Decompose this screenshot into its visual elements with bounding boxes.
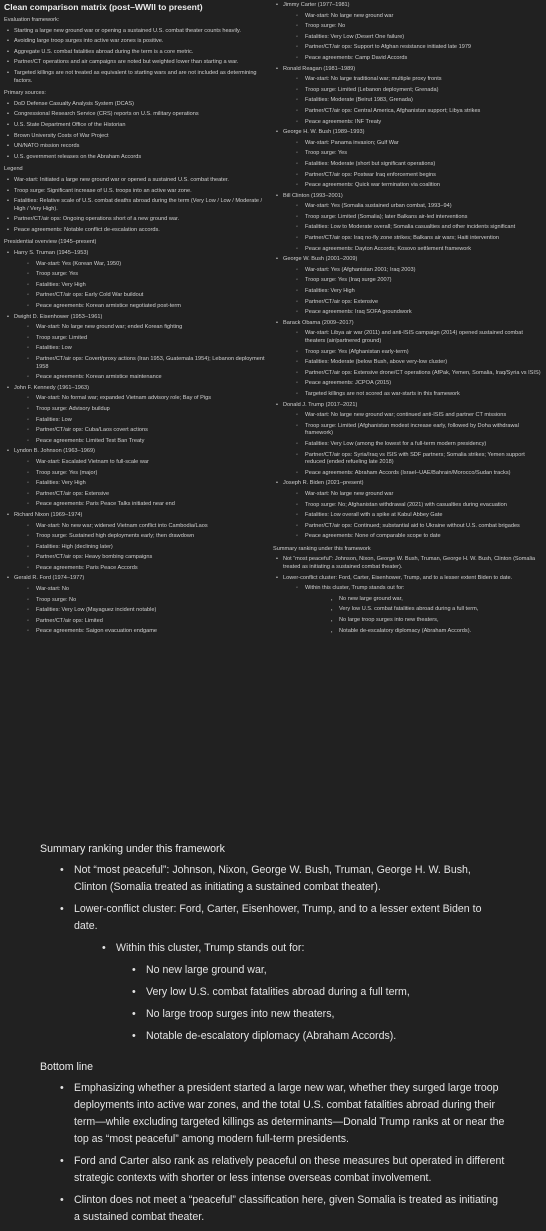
president-name: • Jimmy Carter (1977–1981) <box>283 2 350 8</box>
president-entry <box>273 402 543 478</box>
list-item: • Emphasizing whether a president started a large new war, whether they surged large troop deployments into active war zones, and the total U.S. combat fatalities abroad during their term—while excluding targeted killings as determinants—Donald Trump ranks at or near the top as “most peaceful” among modern full-term presidents. <box>0 1080 546 1148</box>
list-item: • DoD Defense Casualty Analysis System (DCAS) <box>4 101 274 109</box>
bottom-line-heading: Bottom line <box>40 1061 93 1073</box>
president-entry <box>273 480 543 541</box>
list-item: ◦ Partner/CT/air ops: Extensive drone/CT operations (AfPak, Yemen, Somalia, Iraq/Syria vs ISIS) <box>283 370 543 378</box>
list-item: ◦ Troop surge: Limited (Afghanistan modest increase early, followed by Doha withdrawal framework) <box>283 423 543 438</box>
summary-subsublist <box>0 962 546 1045</box>
list-item: ◦ Fatalities: Very Low (Mayaguez incident notable) <box>14 607 274 615</box>
list-item: ◦ War-start: No large new ground war; ended Korean fighting <box>14 324 274 332</box>
list-item: ◦ Peace agreements: Saigon evacuation endgame <box>14 628 274 636</box>
president-list-left <box>4 250 274 636</box>
framework-label: Evaluation framework: <box>4 17 60 23</box>
list-item: ◦ Peace agreements: None of comparable scope to date <box>283 533 543 541</box>
list-item: ◦ Troop surge: Yes (Iraq surge 2007) <box>283 277 543 285</box>
president-name: • Joseph R. Biden (2021–present) <box>283 480 364 487</box>
list-item: • Congressional Research Service (CRS) reports on U.S. military operations <box>4 111 274 119</box>
list-item: ◦ Peace agreements: Iraq SOFA groundwork <box>283 309 543 317</box>
list-item: ◦ War-start: No large new ground war <box>283 491 543 499</box>
list-item: ◦ Fatalities: Moderate (below Bush, above very-low cluster) <box>283 359 543 367</box>
list-item: • Troop surge: Significant increase of U.S. troops into an active war zone. <box>4 188 274 196</box>
list-item: ◦ Fatalities: Very High <box>283 288 543 296</box>
list-item: • Peace agreements: Notable conflict de-escalation accords. <box>4 227 274 235</box>
list-item: ◦ Peace agreements: Paris Peace Talks initiated near end <box>14 501 274 509</box>
list-item: ◦ Peace agreements: Paris Peace Accords <box>14 565 274 573</box>
list-item: ◦ Troop surge: Limited <box>14 335 274 343</box>
list-item: ◦ War-start: Yes (Korean War, 1950) <box>14 261 274 269</box>
list-item: • Partner/CT operations and air campaigns are noted but weighted lower than starting a war. <box>4 59 274 67</box>
president-entry <box>273 129 543 190</box>
list-item: • Not “most peaceful”: Johnson, Nixon, George W. Bush, Truman, George H. W. Bush, Clinton (Somalia treated as initiating a sustained combat theater). <box>273 556 543 571</box>
list-item: ◦ Partner/CT/air ops: Syria/Iraq vs ISIS with SDF partners; Somalia strikes; Yemen support reduced (ended refueling late 2018) <box>283 452 543 467</box>
list-item: • Starting a large new ground war or opening a sustained U.S. combat theater counts heavily. <box>4 28 274 36</box>
list-item: ◦ Partner/CT/air ops: Central America, Afghanistan support; Libya strikes <box>283 108 543 116</box>
overview-label: Presidential overview (1945–present) <box>4 239 97 246</box>
list-item: • Partner/CT/air ops: Ongoing operations short of a new ground war. <box>4 216 274 224</box>
left-column <box>0 0 274 639</box>
list-item: • Brown University Costs of War Project <box>4 133 274 141</box>
president-name: • Barack Obama (2009–2017) <box>283 319 354 326</box>
list-item: ◦ Troop surge: Advisory buildup <box>14 406 274 414</box>
president-name: • Dwight D. Eisenhower (1953–1961) <box>14 313 103 320</box>
bottom-line-list <box>0 1080 546 1226</box>
list-item: ◦ Troop surge: Yes <box>14 271 274 279</box>
spacer <box>0 1050 546 1060</box>
president-name: • Lyndon B. Johnson (1963–1969) <box>14 448 95 455</box>
list-item: ◦ War-start: Libya air war (2011) and anti-ISIS campaign (2014) opened sustained combat theaters (air/partnered ground) <box>283 330 543 345</box>
list-item: ◦ Partner/CT/air ops: Postwar Iraq enforcement begins <box>283 172 543 180</box>
list-item: ◦ Fatalities: High (declining later) <box>14 544 274 552</box>
list-item: • Within this cluster, Trump stands out for: <box>0 940 546 957</box>
list-item: ◦ Partner/CT/air ops: Covert/proxy actions (Iran 1953, Guatemala 1954); Lebanon deployment 1958 <box>14 356 274 371</box>
president-name: • George H. W. Bush (1989–1993) <box>283 129 365 136</box>
president-entry <box>4 385 274 446</box>
list-item: ◦ Fatalities: Very Low (among the lowest for a full-term modern presidency) <box>283 441 543 449</box>
list-item: ◦ War-start: Panama invasion; Gulf War <box>283 140 543 148</box>
summary-label-small: Summary ranking under this framework <box>273 545 371 552</box>
list-item: • Targeted killings are not treated as equivalent to starting wars and are not included as determining factors. <box>4 70 274 85</box>
list-item: ◦ War-start: No large new ground war; continued anti-ISIS and partner CT missions <box>283 412 543 420</box>
list-item: • U.S. government releases on the Abraham Accords <box>4 154 274 162</box>
president-entry <box>273 66 543 127</box>
sources-label: Primary sources: <box>4 90 46 97</box>
list-item: ◦ Fatalities: Very High <box>14 282 274 290</box>
list-item: • Not “most peaceful”: Johnson, Nixon, George W. Bush, Truman, George H. W. Bush, Clinton (Somalia treated as initiating a sustained combat theater). <box>0 862 546 896</box>
list-item: ◦ Fatalities: Moderate (Beirut 1983, Grenada) <box>283 97 543 105</box>
president-name: • John F. Kennedy (1961–1963) <box>14 384 89 391</box>
list-item: ◦ Troop surge: No <box>283 23 543 31</box>
list-item: ◦ Partner/CT/air ops: Continued; substantial aid to Ukraine without U.S. combat brigades <box>283 523 543 531</box>
president-entry <box>4 575 274 636</box>
summary-list-small <box>273 556 543 635</box>
list-item: ◦ Fatalities: Low to Moderate overall; Somalia casualties and other incidents significant <box>283 224 543 232</box>
page-title: Clean comparison matrix (post–WWII to present) <box>4 2 203 12</box>
list-item: ▪ No new large ground war, <box>305 596 543 604</box>
president-entry <box>4 314 274 382</box>
list-item: ◦ War-start: Yes (Somalia sustained urban combat, 1993–94) <box>283 203 543 211</box>
list-item: • UN/NATO mission records <box>4 143 274 151</box>
president-name: • Richard Nixon (1969–1974) <box>14 511 83 518</box>
list-item: ◦ Troop surge: Yes (Afghanistan early-term) <box>283 349 543 357</box>
president-name: • Harry S. Truman (1945–1953) <box>14 250 89 257</box>
list-item: ◦ War-start: No large new ground war <box>283 13 543 21</box>
list-item: ◦ Fatalities: Very Low (Desert One failure) <box>283 34 543 42</box>
list-item: • War-start: Initiated a large new ground war or opened a sustained U.S. combat theater. <box>4 177 274 185</box>
list-item: ◦ War-start: No <box>14 586 274 594</box>
president-entry <box>273 320 543 399</box>
president-entry <box>4 250 274 311</box>
list-item: ◦ Targeted killings are not scored as war-starts in this framework <box>283 391 543 399</box>
list-item: ▪ No large troop surges into new theaters, <box>305 617 543 625</box>
list-item: ◦ Partner/CT/air ops: Iraq no-fly zone strikes; Balkans air wars; Haiti intervention <box>283 235 543 243</box>
president-entry <box>273 193 543 254</box>
president-entry <box>273 2 543 63</box>
list-item: • Ford and Carter also rank as relatively peaceful on these measures but operated in different strategic contexts with shorter or less intense overseas combat involvement. <box>0 1153 546 1187</box>
list-item: ◦ Troop surge: No; Afghanistan withdrawal (2021) with casualties during evacuation <box>283 502 543 510</box>
legend-list <box>4 177 274 235</box>
list-item: ◦ Troop surge: Yes (major) <box>14 470 274 478</box>
list-item: ◦ Partner/CT/air ops: Cuba/Laos covert actions <box>14 427 274 435</box>
list-item: • Fatalities: Relative scale of U.S. combat deaths abroad during the term (Very Low / Low / Moderate / High / Very High). <box>4 198 274 213</box>
president-entry <box>4 448 274 509</box>
list-item: ◦ Troop surge: Yes <box>283 150 543 158</box>
list-item: ◦ Peace agreements: INF Treaty <box>283 119 543 127</box>
list-item: ◦ Fatalities: Low <box>14 417 274 425</box>
list-item: ◦ Fatalities: Low overall with a spike at Kabul Abbey Gate <box>283 512 543 520</box>
summary-sublist <box>0 940 546 957</box>
president-name: • Donald J. Trump (2017–2021) <box>283 401 358 408</box>
list-item: • Notable de-escalatory diplomacy (Abraham Accords). <box>0 1028 546 1045</box>
list-item: ◦ Peace agreements: Camp David Accords <box>283 55 543 63</box>
list-item: ◦ Peace agreements: Quick war termination via coalition <box>283 182 543 190</box>
list-item: ◦ War-start: No large traditional war; multiple proxy fronts <box>283 76 543 84</box>
list-item: ◦ Partner/CT/air ops: Support to Afghan resistance initiated late 1979 <box>283 44 543 52</box>
list-item: ◦ War-start: Yes (Afghanistan 2001; Iraq 2003) <box>283 267 543 275</box>
list-item: • Lower-conflict cluster: Ford, Carter, Eisenhower, Trump, and to a lesser extent Biden to date. <box>0 901 546 935</box>
list-item: ◦ Partner/CT/air ops: Early Cold War buildout <box>14 292 274 300</box>
list-item: ◦ Partner/CT/air ops: Extensive <box>14 491 274 499</box>
list-item: • Aggregate U.S. combat fatalities abroad during the term is a core metric. <box>4 49 274 57</box>
president-name: • Gerald R. Ford (1974–1977) <box>14 575 85 582</box>
list-item: ◦ Troop surge: Limited (Lebanon deployment; Grenada) <box>283 87 543 95</box>
list-item: ◦ Fatalities: Moderate (short but significant operations) <box>283 161 543 169</box>
legend-label: Legend <box>4 166 23 173</box>
list-item: ◦ Peace agreements: JCPOA (2015) <box>283 380 543 388</box>
list-item: ▪ Notable de-escalatory diplomacy (Abraham Accords). <box>305 628 543 636</box>
list-item <box>283 585 543 635</box>
list-item: ◦ War-start: No formal war; expanded Vietnam advisory role; Bay of Pigs <box>14 395 274 403</box>
list-item: • Clinton does not meet a “peaceful” classification here, given Somalia is treated as initiating a sustained combat theater. <box>0 1192 546 1226</box>
president-entry <box>273 256 543 317</box>
list-item: ◦ Fatalities: Very High <box>14 480 274 488</box>
list-item: ◦ Troop surge: Limited (Somalia); later Balkans air-led interventions <box>283 214 543 222</box>
list-item: ◦ Peace agreements: Korean armistice maintenance <box>14 374 274 382</box>
right-column <box>273 0 543 638</box>
list-item: ◦ Peace agreements: Limited Test Ban Treaty <box>14 438 274 446</box>
list-item: ◦ Peace agreements: Dayton Accords; Kosovo settlement framework <box>283 246 543 254</box>
list-item: ◦ Troop surge: Sustained high deployments early; then drawdown <box>14 533 274 541</box>
summary-heading: Summary ranking under this framework <box>40 843 225 855</box>
list-item: ◦ Troop surge: No <box>14 597 274 605</box>
president-entry <box>4 512 274 573</box>
president-name: • George W. Bush (2001–2009) <box>283 256 358 263</box>
president-name: • Ronald Reagan (1981–1989) <box>283 65 356 72</box>
bottom-summary <box>0 842 546 1231</box>
list-item: ◦ Partner/CT/air ops: Heavy bombing campaigns <box>14 554 274 562</box>
sources-list <box>4 101 274 162</box>
list-item: • No new large ground war, <box>0 962 546 979</box>
list-item: ◦ Peace agreements: Korean armistice negotiated post-term <box>14 303 274 311</box>
list-item <box>273 575 543 636</box>
list-item: • No large troop surges into new theaters, <box>0 1006 546 1023</box>
list-item: • U.S. State Department Office of the Historian <box>4 122 274 130</box>
list-item-text: Lower-conflict cluster: Ford, Carter, Eisenhower, Trump, and to a lesser extent Biden to date. <box>283 574 513 581</box>
list-item: ◦ Partner/CT/air ops: Limited <box>14 618 274 626</box>
list-item: ◦ Partner/CT/air ops: Extensive <box>283 299 543 307</box>
list-item: • Avoiding large troop surges into active war zones is positive. <box>4 38 274 46</box>
president-list-right <box>273 2 543 541</box>
list-item-text: Within this cluster, Trump stands out for: <box>305 585 405 592</box>
list-item: ▪ Very low U.S. combat fatalities abroad during a full term, <box>305 606 543 614</box>
list-item: ◦ War-start: No new war; widened Vietnam conflict into Cambodia/Laos <box>14 523 274 531</box>
president-name: • Bill Clinton (1993–2001) <box>283 192 343 199</box>
framework-list <box>4 28 274 86</box>
list-item: ◦ War-start: Escalated Vietnam to full-scale war <box>14 459 274 467</box>
list-item: ◦ Fatalities: Low <box>14 345 274 353</box>
summary-list <box>0 862 546 935</box>
list-item: • Very low U.S. combat fatalities abroad during a full term, <box>0 984 546 1001</box>
list-item: ◦ Peace agreements: Abraham Accords (Israel–UAE/Bahrain/Morocco/Sudan tracks) <box>283 470 543 478</box>
